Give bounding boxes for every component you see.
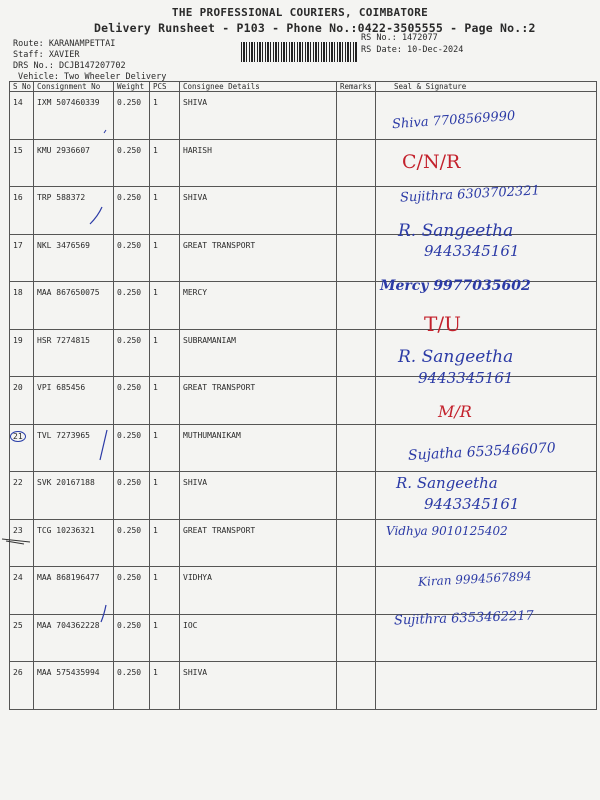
weight-cell: 0.250 — [114, 282, 150, 330]
consignee-cell: SHIVA — [180, 662, 337, 710]
handwriting-r21: M/R — [438, 402, 472, 421]
handwriting-r26: Sujithra 6353462217 — [393, 608, 535, 629]
col-signature: Seal & Signature — [376, 82, 597, 92]
tick-mark — [90, 207, 102, 224]
route-label: Route: KARANAMPETTAI — [13, 39, 116, 49]
col-remarks: Remarks — [337, 82, 376, 92]
consignee-cell: SHIVA — [180, 92, 337, 140]
sno-cell: 26 — [10, 662, 34, 710]
company-title: THE PROFESSIONAL COURIERS, COIMBATORE — [171, 6, 429, 19]
handwriting-r19: T/U — [424, 312, 461, 336]
consignment-cell: MAA 704362228 — [34, 614, 114, 662]
runsheet-title: Delivery Runsheet - P103 - Phone No.:0422-3505555 - Page No.:2 — [94, 21, 536, 35]
consignment-cell: SVK 20167188 — [34, 472, 114, 520]
consignment-cell: MAA 868196477 — [34, 567, 114, 615]
weight-cell: 0.250 — [114, 519, 150, 567]
col-sno: S No — [10, 82, 34, 92]
consignment-cell: VPI 685456 — [34, 377, 114, 425]
consignee-cell: GREAT TRANSPORT — [180, 377, 337, 425]
remarks-cell — [337, 567, 376, 615]
consignment-cell: KMU 2936607 — [34, 139, 114, 187]
sno-cell: 16 — [10, 187, 34, 235]
handwriting-r14: Shiva 7708569990 — [391, 108, 516, 133]
handwriting-r23b: 9443345161 — [424, 495, 520, 513]
consignee-cell: IOC — [180, 614, 337, 662]
consignee-cell: SHIVA — [180, 472, 337, 520]
rs-date: RS Date: 10-Dec-2024 — [361, 45, 464, 55]
consignee-cell: GREAT TRANSPORT — [180, 519, 337, 567]
pcs-cell: 1 — [150, 377, 180, 425]
pcs-cell: 1 — [150, 234, 180, 282]
pcs-cell: 1 — [150, 282, 180, 330]
consignment-cell: TVL 7273965 — [34, 424, 114, 472]
consignment-cell: HSR 7274815 — [34, 329, 114, 377]
tick-mark — [104, 130, 106, 133]
consignee-cell: GREAT TRANSPORT — [180, 234, 337, 282]
pcs-cell: 1 — [150, 424, 180, 472]
remarks-cell — [337, 519, 376, 567]
col-pcs: PCS — [150, 82, 180, 92]
handwriting-r18: Mercy 9977035602 — [380, 278, 531, 294]
weight-cell: 0.250 — [114, 614, 150, 662]
sno-cell: 25 — [10, 614, 34, 662]
drs-number: DRS No.: DCJB147207702 — [13, 61, 126, 71]
consignment-cell: TRP 588372 — [34, 187, 114, 235]
consignee-cell: MUTHUMANIKAM — [180, 424, 337, 472]
remarks-cell — [337, 234, 376, 282]
consignment-cell: MAA 575435994 — [34, 662, 114, 710]
tick-mark — [100, 430, 107, 460]
remarks-cell — [337, 329, 376, 377]
sno-cell: 17 — [10, 234, 34, 282]
handwriting-r25: Kiran 9994567894 — [417, 569, 532, 589]
col-weight: Weight — [114, 82, 150, 92]
weight-cell: 0.250 — [114, 424, 150, 472]
sno-cell: 23 — [10, 519, 34, 567]
consignee-cell: SUBRAMANIAM — [180, 329, 337, 377]
pcs-cell: 1 — [150, 329, 180, 377]
weight-cell: 0.250 — [114, 472, 150, 520]
remarks-cell — [337, 377, 376, 425]
circled-sno: 21 — [10, 431, 26, 442]
weight-cell: 0.250 — [114, 567, 150, 615]
consignment-cell: IXM 507460339 — [34, 92, 114, 140]
weight-cell: 0.250 — [114, 139, 150, 187]
pcs-cell: 1 — [150, 92, 180, 140]
handwriting-r22: Sujatha 6535466070 — [407, 440, 557, 464]
pen-scribble — [0, 535, 40, 547]
handwriting-r23a: R. Sangeetha — [396, 474, 498, 492]
pcs-cell: 1 — [150, 472, 180, 520]
consignment-cell: MAA 867650075 — [34, 282, 114, 330]
col-consignment: Consignment No — [34, 82, 114, 92]
consignment-cell: NKL 3476569 — [34, 234, 114, 282]
handwriting-r20a: R. Sangeetha — [398, 347, 514, 367]
sno-cell: 15 — [10, 139, 34, 187]
handwriting-r15: C/N/R — [402, 151, 461, 173]
remarks-cell — [337, 139, 376, 187]
pcs-cell: 1 — [150, 614, 180, 662]
sno-cell: 24 — [10, 567, 34, 615]
pcs-cell: 1 — [150, 662, 180, 710]
vehicle-label: Vehicle: Two Wheeler Delivery — [18, 72, 167, 82]
remarks-cell — [337, 187, 376, 235]
remarks-cell — [337, 614, 376, 662]
consignee-cell: SHIVA — [180, 187, 337, 235]
handwriting-r20b: 9443345161 — [418, 369, 514, 387]
handwriting-r24: Vidhya 9010125402 — [386, 524, 508, 538]
sno-cell: 19 — [10, 329, 34, 377]
remarks-cell — [337, 282, 376, 330]
pcs-cell: 1 — [150, 139, 180, 187]
table-header-row — [10, 82, 597, 92]
sno-cell: 20 — [10, 377, 34, 425]
handwriting-r17a: R. Sangeetha — [398, 221, 514, 241]
sno-cell: 18 — [10, 282, 34, 330]
scribble-line — [2, 539, 30, 544]
pcs-cell: 1 — [150, 519, 180, 567]
pen-tick-marks — [80, 100, 120, 640]
sno-cell: 14 — [10, 92, 34, 140]
handwriting-r16: Sujithra 6303702321 — [399, 183, 541, 206]
pcs-cell: 1 — [150, 187, 180, 235]
weight-cell: 0.250 — [114, 234, 150, 282]
pcs-cell: 1 — [150, 567, 180, 615]
signature-cell — [376, 662, 597, 710]
weight-cell: 0.250 — [114, 329, 150, 377]
remarks-cell — [337, 472, 376, 520]
sno-cell: 22 — [10, 472, 34, 520]
weight-cell: 0.250 — [114, 187, 150, 235]
rs-number: RS No.: 1472077 — [361, 33, 438, 43]
handwriting-r17b: 9443345161 — [424, 242, 520, 260]
weight-cell: 0.250 — [114, 92, 150, 140]
sno-cell — [10, 424, 34, 472]
tick-mark — [101, 605, 106, 622]
remarks-cell — [337, 424, 376, 472]
consignee-cell: VIDHYA — [180, 567, 337, 615]
col-consignee: Consignee Details — [180, 82, 337, 92]
weight-cell: 0.250 — [114, 377, 150, 425]
remarks-cell — [337, 662, 376, 710]
consignment-cell: TCG 10236321 — [34, 519, 114, 567]
table-row — [10, 662, 597, 710]
weight-cell: 0.250 — [114, 662, 150, 710]
staff-label: Staff: XAVIER — [13, 50, 80, 60]
consignee-cell: HARISH — [180, 139, 337, 187]
barcode — [241, 42, 357, 62]
remarks-cell — [337, 92, 376, 140]
consignee-cell: MERCY — [180, 282, 337, 330]
